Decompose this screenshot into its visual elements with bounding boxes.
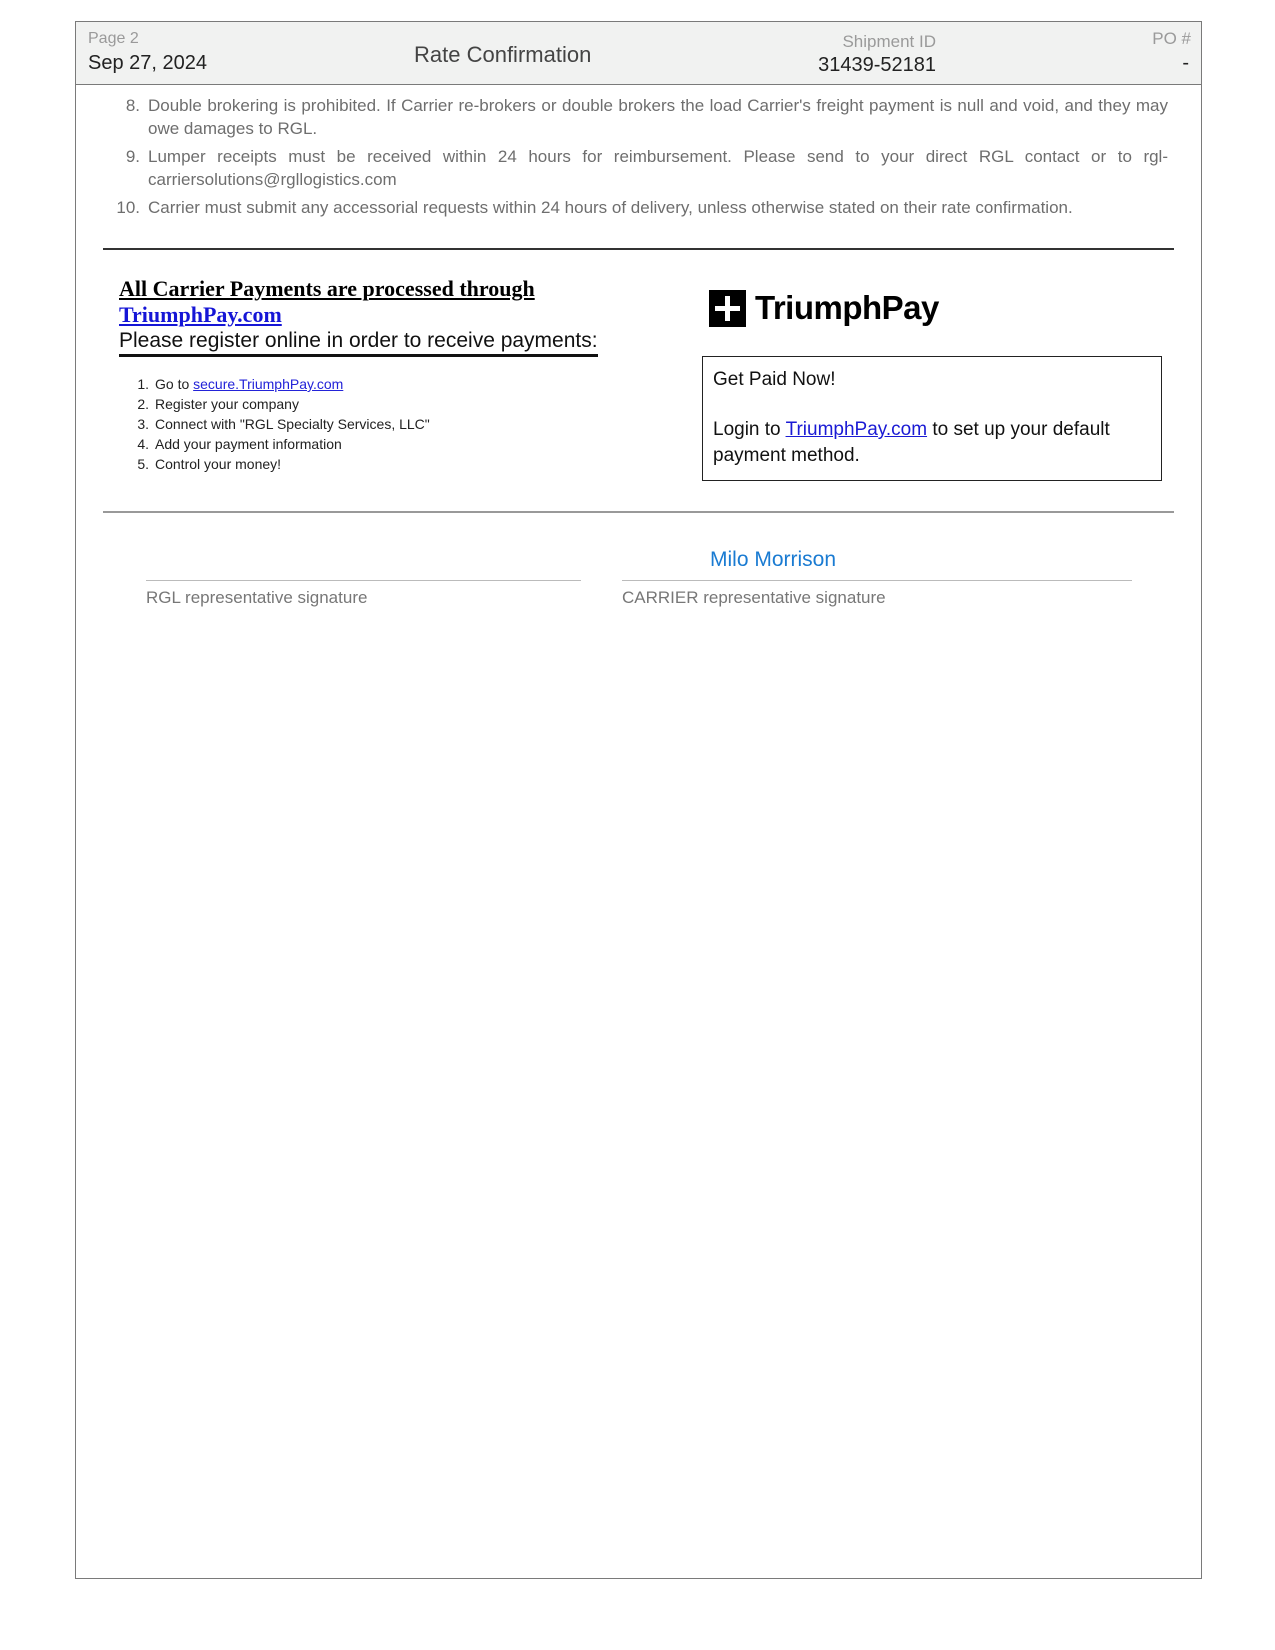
section-divider — [103, 248, 1174, 250]
terms-item: 10. Carrier must submit any accessorial requests within 24 hours of delivery, unless otherwise stated on their rate confirmation. — [116, 198, 1073, 217]
get-paid-box — [702, 356, 1162, 481]
step-item: 5. Control your money! — [137, 456, 282, 472]
page-frame — [75, 21, 1202, 1579]
terms-item-text: Double brokering is prohibited. If Carrier re-brokers or double brokers the load Carrier's freight payment is null and void, and they may owe damages to RGL. — [148, 96, 1168, 138]
triumphpay-logo — [709, 289, 939, 327]
shipment-id-label: Shipment ID — [842, 32, 936, 51]
terms-item: 8. Double brokering is prohibited. If Carrier re-brokers or double brokers the load Carrier's freight payment is null and void, and they may owe damages to RGL. — [125, 96, 1168, 138]
triumphpay-cross-icon — [709, 290, 746, 327]
payments-heading: All Carrier Payments are processed through TriumphPay.com — [119, 276, 535, 327]
login-instructions: Login to TriumphPay.com to set up your default payment method. — [713, 419, 1110, 466]
section-divider — [103, 511, 1174, 513]
step-item: 4. Add your payment information — [137, 436, 342, 452]
step-item: 2. Register your company — [137, 396, 299, 412]
terms-item-text: Carrier must submit any accessorial requests within 24 hours of delivery, unless otherwise stated on their rate confirmation. — [148, 198, 1073, 217]
step-item: 3. Connect with "RGL Specialty Services, LLC" — [137, 416, 430, 432]
carrier-signature-line — [622, 580, 1132, 581]
po-number-label: PO # — [1152, 29, 1191, 48]
rgl-signature-line — [146, 580, 581, 581]
get-paid-title: Get Paid Now! — [713, 369, 836, 390]
page-header — [76, 22, 1201, 85]
terms-list — [106, 94, 1168, 224]
document-title: Rate Confirmation — [414, 42, 592, 67]
triumphpay-login-link[interactable]: TriumphPay.com — [785, 419, 928, 440]
triumphpay-heading-link[interactable]: TriumphPay.com — [119, 302, 282, 327]
step-item: 1. Go to secure.TriumphPay.com — [137, 376, 344, 392]
payments-subheading: Please register online in order to receive payments: — [119, 329, 598, 357]
terms-item: 9. Lumper receipts must be received within 24 hours for reimbursement. Please send to your direct RGL contact or to rgl-carriersolutions@rgllogistics.com — [125, 147, 1168, 189]
document-date: Sep 27, 2024 — [88, 52, 207, 74]
shipment-id-value: 31439-52181 — [818, 54, 936, 76]
rgl-signature-label: RGL representative signature — [146, 588, 368, 607]
triumphpay-logo-text: TriumphPay — [755, 289, 939, 326]
registration-steps — [119, 374, 430, 474]
carrier-signature-name: Milo Morrison — [710, 548, 837, 571]
secure-triumphpay-link[interactable]: secure.TriumphPay.com — [193, 376, 344, 392]
page-number: Page 2 — [88, 30, 139, 47]
po-number-value: - — [1182, 52, 1189, 74]
terms-item-text: Lumper receipts must be received within 24 hours for reimbursement. Please send to your direct RGL contact or to rgl-carriersolutions@rgllogistics.com — [148, 147, 1168, 189]
carrier-signature-label: CARRIER representative signature — [622, 588, 886, 607]
